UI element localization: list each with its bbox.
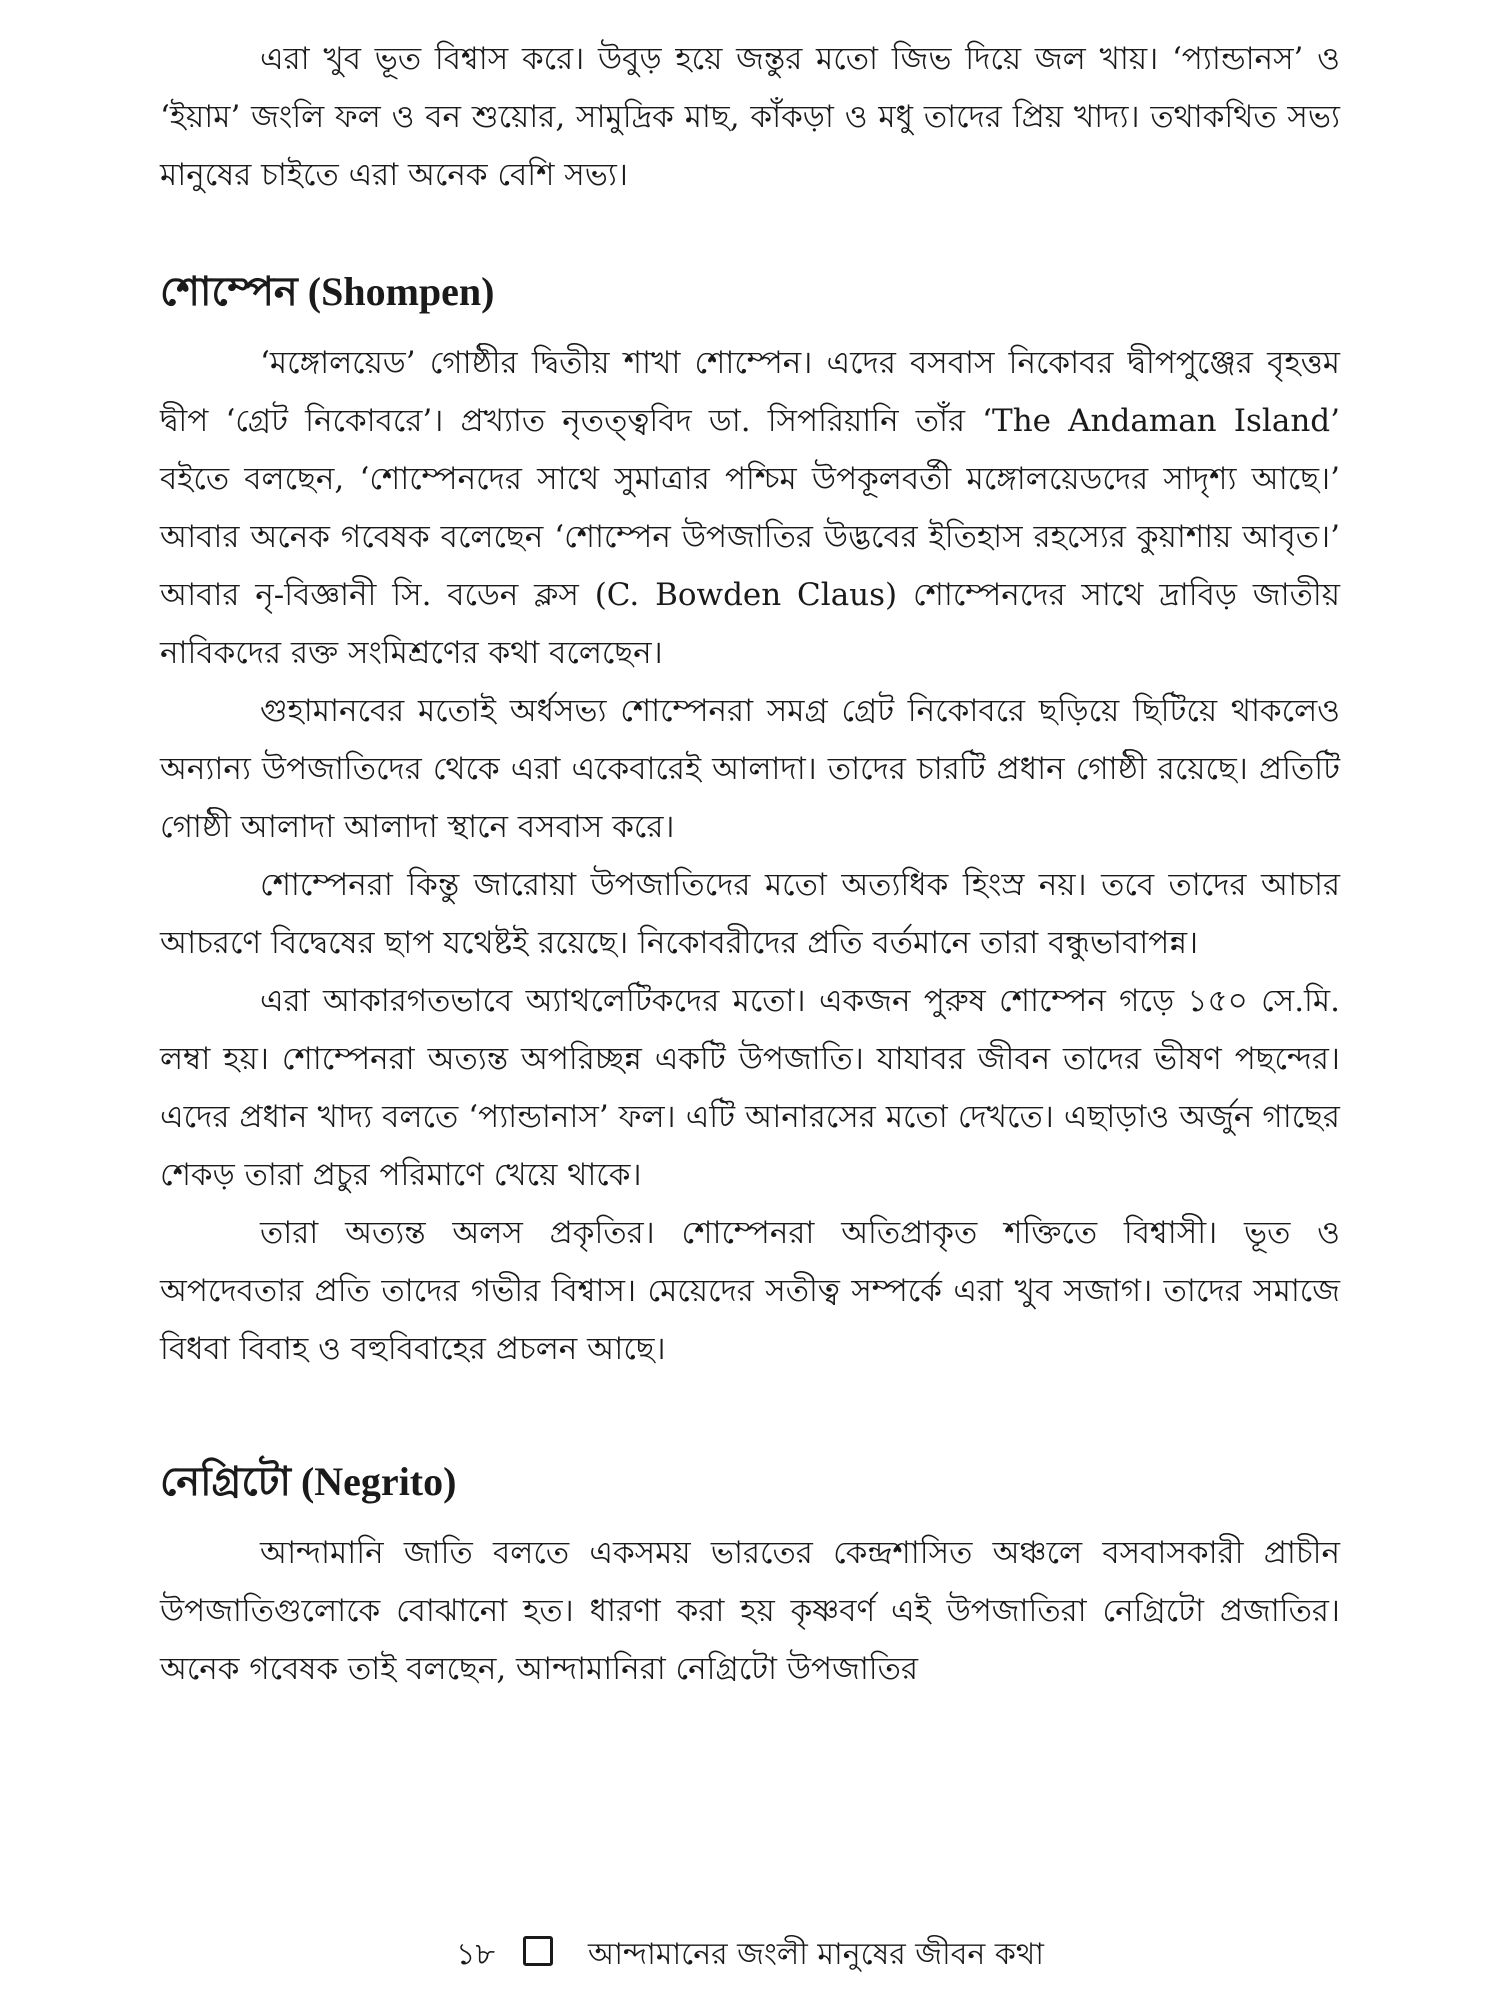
page-footer [0, 1935, 1500, 1975]
page-number: ১৮ [456, 1937, 495, 1972]
heading-shompen: শোম্পেন (Shompen) [160, 269, 495, 314]
shompen-paragraph-1: ‘মঙ্গোলয়েড’ গোষ্ঠীর দ্বিতীয় শাখা শোম্পেন। এদের বসবাস নিকোবর দ্বীপপুঞ্জের বৃহত্তম দ্বীপ ‘গ্রেট নিকোবরে’। প্রখ্যাত নৃতত্ত্ববিদ ডা. সিপরিয়ানি তাঁর ‘The Andaman Island’ বইতে বলছেন, ‘শোম্পেনদের সাথে সুমাত্রার পশ্চিম উপকূলবর্তী মঙ্গোলয়েডদের সাদৃশ্য আছে।’ আবার অনেক গবেষক বলেছেন ‘শোম্পেন উপজাতির উদ্ভবের ইতিহাস রহস্যের কুয়াশায় আবৃত।’ আবার নৃ-বিজ্ঞানী সি. বডেন ক্লস (C. Bowden Claus) শোম্পেনদের সাথে দ্রাবিড় জাতীয় নাবিকদের রক্ত সংমিশ্রণের কথা বলেছেন। [160, 345, 1340, 671]
square-bullet-icon [523, 1936, 553, 1966]
page-body [160, 30, 1340, 1698]
shompen-paragraph-3: শোম্পেনরা কিন্তু জারোয়া উপজাতিদের মতো অত্যধিক হিংস্র নয়। তবে তাদের আচার আচরণে বিদ্বেষের ছাপ যথেষ্টই রয়েছে। নিকোবরীদের প্রতি বর্তমানে তারা বন্ধুভাবাপন্ন। [160, 867, 1340, 961]
intro-paragraph: এরা খুব ভূত বিশ্বাস করে। উবুড় হয়ে জন্তুর মতো জিভ দিয়ে জল খায়। ‘প্যান্ডানস’ ও ‘ইয়াম’ জংলি ফল ও বন শুয়োর, সামুদ্রিক মাছ, কাঁকড়া ও মধু তাদের প্রিয় খাদ্য। তথাকথিত সভ্য মানুষের চাইতে এরা অনেক বেশি সভ্য। [160, 41, 1340, 193]
heading-negrito: নেগ্রিটো (Negrito) [160, 1459, 457, 1504]
shompen-paragraph-2: গুহামানবের মতোই অর্ধসভ্য শোম্পেনরা সমগ্র গ্রেট নিকোবরে ছড়িয়ে ছিটিয়ে থাকলেও অন্যান্য উপজাতিদের থেকে এরা একেবারেই আলাদা। তাদের চারটি প্রধান গোষ্ঠী রয়েছে। প্রতিটি গোষ্ঠী আলাদা আলাদা স্থানে বসবাস করে। [160, 693, 1340, 845]
shompen-paragraph-5: তারা অত্যন্ত অলস প্রকৃতির। শোম্পেনরা অতিপ্রাকৃত শক্তিতে বিশ্বাসী। ভূত ও অপদেবতার প্রতি তাদের গভীর বিশ্বাস। মেয়েদের সতীত্ব সম্পর্কে এরা খুব সজাগ। তাদের সমাজে বিধবা বিবাহ ও বহুবিবাহের প্রচলন আছে। [160, 1215, 1340, 1367]
shompen-paragraph-4: এরা আকারগতভাবে অ্যাথলেটিকদের মতো। একজন পুরুষ শোম্পেন গড়ে ১৫০ সে.মি. লম্বা হয়। শোম্পেনরা অত্যন্ত অপরিচ্ছন্ন একটি উপজাতি। যাযাবর জীবন তাদের ভীষণ পছন্দের। এদের প্রধান খাদ্য বলতে ‘প্যান্ডানাস’ ফল। এটি আনারসের মতো দেখতে। এছাড়াও অর্জুন গাছের শেকড় তারা প্রচুর পরিমাণে খেয়ে থাকে। [160, 983, 1340, 1193]
book-title: আন্দামানের জংলী মানুষের জীবন কথা [588, 1937, 1044, 1972]
negrito-paragraph-1: আন্দামানি জাতি বলতে একসময় ভারতের কেন্দ্রশাসিত অঞ্চলে বসবাসকারী প্রাচীন উপজাতিগুলোকে বোঝানো হত। ধারণা করা হয় কৃষ্ণবর্ণ এই উপজাতিরা নেগ্রিটো প্রজাতির। অনেক গবেষক তাই বলছেন, আন্দামানিরা নেগ্রিটো উপজাতির [160, 1535, 1340, 1687]
